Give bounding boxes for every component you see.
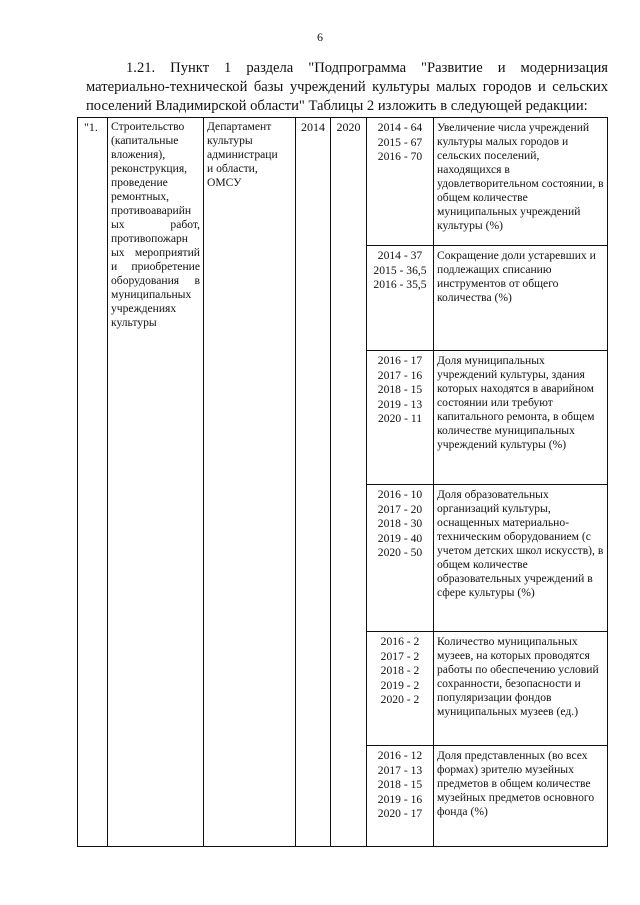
cell-line: учреждениях: [111, 302, 177, 315]
cell-line: реконструкция,: [111, 162, 188, 175]
indicator-value: 2014 - 64: [377, 121, 423, 134]
year-start: 2014: [296, 118, 331, 847]
indicator-text: Доля муниципальных учреждений культуры, здания которых находятся в аварийном состоянии или требуют капитального ремонта, в общем количестве муниципальных учреждений культуры (%): [434, 351, 608, 485]
indicator-value: 2018 - 15: [377, 778, 423, 791]
indicator-value: 2019 - 13: [377, 397, 423, 411]
indicator-value: 2018 - 30: [377, 517, 423, 530]
indicator-value: 2015 - 67: [377, 135, 423, 149]
cell-line: муниципальных: [111, 288, 192, 301]
cell-line: Департамент: [207, 120, 272, 133]
indicator-value: 2019 - 40: [377, 531, 423, 545]
cell-line: противопожарн: [111, 232, 188, 245]
cell-line: ых работ,: [111, 218, 200, 231]
indicator-value: 2020 - 50: [377, 546, 423, 559]
page-number: 6: [317, 30, 323, 44]
cell-line: и приобретение: [111, 260, 200, 273]
indicator-value: 2015 - 36,5: [373, 263, 427, 277]
indicator-text: Количество муниципальных музеев, на которых проводятся работы по обеспечению условий сохранности, безопасности и популяризации фондов муниципальных музеев (ед.): [434, 632, 608, 746]
indicator-value: 2018 - 15: [377, 383, 423, 396]
program-table: [77, 117, 608, 847]
cell-line: (капитальные: [111, 134, 179, 147]
table-row: [78, 118, 608, 246]
cell-line: ых мероприятий: [111, 246, 200, 259]
indicator-text: Доля образовательных организаций культуры, оснащенных материально-техническим оборудованием (с учетом детских школ искусств), в общем количестве образовательных учреждений в сфере культуры (%): [434, 485, 608, 632]
cell-line: ОМСУ: [207, 176, 242, 189]
cell-line: противоаварийн: [111, 204, 192, 217]
indicator-value: 2017 - 2: [380, 649, 420, 663]
indicator-value: 2016 - 10: [377, 488, 423, 501]
indicator-values: [367, 246, 434, 351]
cell-line: культуры: [111, 316, 157, 329]
indicator-text: Доля представленных (во всех формах) зрителю музейных предметов в общем количестве музейных предметов основного фонда (%): [434, 746, 608, 847]
cell-line: администраци: [207, 148, 278, 161]
indicator-value: 2016 - 35,5: [373, 278, 427, 291]
indicator-value: 2019 - 16: [377, 792, 423, 806]
indicator-values: [367, 118, 434, 246]
indicator-value: 2017 - 16: [377, 368, 423, 382]
indicator-value: 2016 - 70: [377, 150, 423, 163]
indicator-values: [367, 485, 434, 632]
executor: [204, 118, 296, 847]
indicator-text: Увеличение числа учреждений культуры малых городов и сельских поселений, находящихся в удовлетворительном состоянии, в общем количестве муниципальных учреждений культуры (%): [434, 118, 608, 246]
intro-paragraph: [86, 59, 608, 116]
cell-line: вложения),: [111, 148, 166, 161]
cell-line: культуры: [207, 134, 253, 147]
cell-line: Строительство: [111, 120, 185, 133]
indicator-value: 2016 - 12: [377, 749, 423, 762]
indicator-values: [367, 632, 434, 746]
indicator-value: 2020 - 17: [377, 807, 423, 820]
indicator-value: 2020 - 11: [377, 412, 422, 425]
indicator-values: [367, 746, 434, 847]
cell-line: и области,: [207, 162, 258, 175]
cell-line: оборудования в: [111, 274, 200, 287]
indicator-value: 2017 - 13: [377, 763, 423, 777]
indicator-value: 2019 - 2: [380, 678, 420, 692]
indicator-value: 2018 - 2: [380, 664, 420, 677]
indicator-text: Сокращение доли устаревших и подлежащих списанию инструментов от общего количества (%): [434, 246, 608, 351]
intro-text: 1.21. Пункт 1 раздела "Подпрограмма "Развитие и модернизация материально-технической базы учреждений культуры малых городов и сельских поселений Владимирской области" Таблицы 2 изложить в следующей редакции:: [86, 60, 608, 114]
cell-line: проведение: [111, 176, 168, 189]
cell-line: ремонтных,: [111, 190, 170, 203]
indicator-value: 2016 - 17: [377, 354, 423, 367]
indicator-value: 2016 - 2: [380, 635, 420, 648]
indicator-value: 2014 - 37: [377, 249, 423, 262]
work-description: [108, 118, 204, 847]
indicator-values: [367, 351, 434, 485]
row-number: "1.: [78, 118, 108, 847]
year-end: 2020: [331, 118, 367, 847]
indicator-value: 2020 - 2: [380, 693, 420, 706]
indicator-value: 2017 - 20: [377, 502, 423, 516]
